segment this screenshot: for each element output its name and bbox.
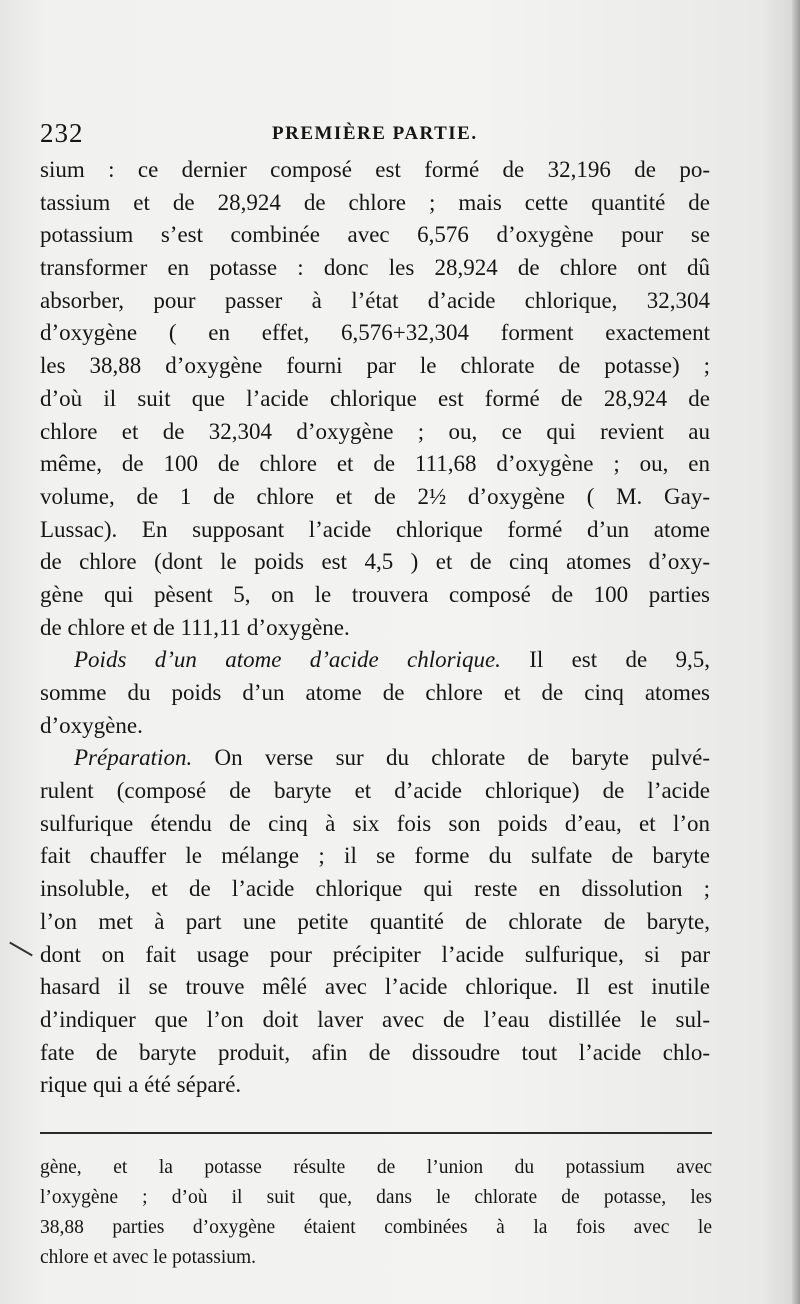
text-line: somme du poids d’un atome de chlore et de cinq atomes [40, 680, 710, 705]
paragraph-atom-weight [40, 644, 710, 677]
footnote-line: chlore et avec le potassium. [40, 1247, 257, 1268]
text-line: fait chauffer le mélange ; il se forme du sulfate de baryte [40, 843, 710, 869]
text-line: gène qui pèsent 5, on le trouvera composé de 100 parties [40, 581, 710, 607]
footnote [40, 1153, 712, 1273]
footnote-line: 38,88 parties d’oxygène étaient combinées à la fois avec le [40, 1217, 712, 1238]
section-heading: Poids d’un atome d’acide chlorique. [74, 647, 501, 673]
text-line: transformer en potasse : donc les 28,924 de chlore ont dû [40, 255, 710, 281]
text-line: sium : ce dernier composé est formé de 32,196 de po- [40, 157, 710, 182]
text-line: sulfurique étendu de cinq à six fois son poids d’eau, et l’on [40, 810, 710, 836]
main-text [40, 154, 710, 1102]
text-line: de chlore et de 111,11 d’oxygène. [40, 614, 350, 640]
running-head: PREMIÈRE PARTIE. [272, 123, 478, 144]
text-line: chlore et de 32,304 d’oxygène ; ou, ce qui revient au [40, 418, 710, 444]
text-line: volume, de 1 de chlore et de 2½ d’oxygène ( M. Gay- [40, 483, 710, 509]
page-edge-shadow [792, 0, 800, 1304]
text-line: l’on met à part une petite quantité de chlorate de baryte, [40, 908, 710, 934]
text-line: insoluble, et de l’acide chlorique qui reste en dissolution ; [40, 876, 710, 902]
text-line: rique qui a été séparé. [40, 1072, 242, 1098]
text-line: d’indiquer que l’on doit laver avec de l’eau distillée le sul- [40, 1006, 710, 1032]
text-line: Lussac). En supposant l’acide chlorique formé d’un atome [40, 516, 710, 542]
footnote-line: gène, et la potasse résulte de l’union du potassium avec [40, 1157, 712, 1178]
margin-pencil-mark [9, 942, 33, 957]
text-line: dont on fait usage pour précipiter l’acide sulfurique, si par [40, 941, 710, 967]
page-number: 232 [40, 118, 84, 148]
text-line: d’où il suit que l’acide chlorique est formé de 28,924 de [40, 385, 710, 411]
text-line: d’oxygène. [40, 712, 143, 738]
text-line: rulent (composé de baryte et d’acide chlorique) de l’acide [40, 778, 710, 804]
text-line: d’oxygène ( en effet, 6,576+32,304 forment exactement [40, 320, 710, 346]
text-line: hasard il se trouve mêlé avec l’acide chlorique. Il est inutile [40, 974, 710, 1000]
text-line: absorber, pour passer à l’état d’acide chlorique, 32,304 [40, 287, 710, 313]
text-line: les 38,88 d’oxygène fourni par le chlorate de potasse) ; [40, 353, 710, 379]
text-line: même, de 100 de chlore et de 111,68 d’oxygène ; ou, en [40, 451, 710, 477]
page-header [40, 118, 712, 148]
text-line: fate de baryte produit, afin de dissoudre tout l’acide chlo- [40, 1039, 710, 1065]
text-line: tassium et de 28,924 de chlore ; mais cette quantité de [40, 189, 710, 215]
text-run: Il est de 9,5, [500, 647, 710, 673]
text-run: On verse sur du chlorate de baryte pulvé- [192, 745, 710, 771]
text-line: potassium s’est combinée avec 6,576 d’oxygène pour se [40, 222, 710, 248]
footnote-rule [40, 1132, 712, 1134]
footnote-line: l’oxygène ; d’où il suit que, dans le chlorate de potasse, les [40, 1187, 712, 1208]
paragraph-preparation [40, 742, 710, 775]
section-heading: Préparation. [74, 745, 193, 771]
text-line: de chlore (dont le poids est 4,5 ) et de cinq atomes d’oxy- [40, 549, 710, 575]
